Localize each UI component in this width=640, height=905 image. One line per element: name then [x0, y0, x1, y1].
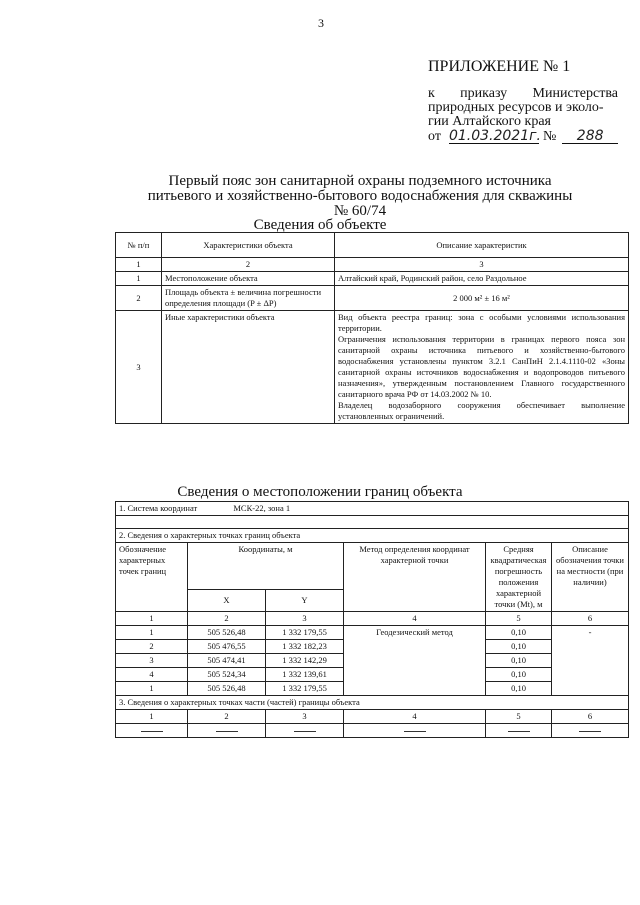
point-x: 505 524,34	[188, 668, 266, 682]
coord-system-label: 1. Система координат	[119, 503, 198, 513]
table-row	[116, 626, 629, 640]
point-method: Геодезический метод	[344, 626, 486, 696]
coord-system-row	[116, 502, 629, 516]
header-characteristic: Характеристики объекта	[162, 233, 335, 258]
order-prikazu: приказу	[460, 86, 508, 101]
point-mt: 0,10	[486, 626, 552, 640]
col-num: 2	[188, 612, 266, 626]
point-y: 1 332 182,23	[266, 640, 344, 654]
appendix-title: ПРИЛОЖЕНИЕ № 1	[428, 58, 571, 75]
desc-paragraph: Ограничения использования территории в границах первого пояса зон санитарной охраны источника питьевого и хозяйственно-бытового водоснабжения установлены пунктом 3.2.1 СанПиН 2.1.4.1110-02 «Зоны санитарной охраны источников водоснабжения и водопроводов питьевого назначения», утвержденным постановлением Главного государственного санитарного врача РФ от 14.03.2002 № 10.	[338, 334, 625, 399]
header-method: Метод определения координат характерной точки	[344, 543, 486, 612]
column-numbers-row	[116, 258, 629, 272]
header-designation: Обозначение характерных точек границ	[116, 543, 188, 612]
point-x: 505 526,48	[188, 682, 266, 696]
header-accuracy: Средняя квадратическая погрешность положения характерной точки (Mt), м	[486, 543, 552, 612]
col-num: 2	[162, 258, 335, 272]
empty-cell	[116, 724, 188, 738]
order-line-2: природных ресурсов и эколо-	[428, 100, 604, 115]
empty-parts-row	[116, 724, 629, 738]
table-row	[116, 272, 629, 286]
table-row	[116, 311, 629, 424]
empty-cell	[266, 724, 344, 738]
col-num: 2	[188, 710, 266, 724]
order-ot-label: от	[428, 129, 441, 144]
point-id: 3	[116, 654, 188, 668]
row-name: Площадь объекта ± величина погрешности определения площади (P ± ΔP)	[162, 286, 335, 311]
row-name: Местоположение объекта	[162, 272, 335, 286]
point-id: 1	[116, 682, 188, 696]
point-x: 505 476,55	[188, 640, 266, 654]
col-num: 3	[335, 258, 629, 272]
order-date-handwritten: 01.03.2021г.	[448, 128, 541, 144]
order-line-1	[428, 87, 618, 101]
col-num: 3	[266, 710, 344, 724]
table-header-row	[116, 543, 629, 590]
header-point-description: Описание обозначения точки на местности (при наличии)	[552, 543, 629, 612]
header-description: Описание характеристик	[335, 233, 629, 258]
section2-heading: Сведения о местоположении границ объекта	[177, 484, 463, 500]
point-id: 2	[116, 640, 188, 654]
col-num: 1	[116, 612, 188, 626]
row-num: 1	[116, 272, 162, 286]
page-number: 3	[318, 16, 324, 30]
empty-cell	[188, 724, 266, 738]
order-k: к	[428, 86, 435, 101]
parts-label-row	[116, 696, 629, 710]
col-num: 4	[344, 710, 486, 724]
header-x: X	[188, 590, 266, 612]
col-num: 1	[116, 258, 162, 272]
parts-label: 3. Сведения о характерных точках части (частей) границы объекта	[116, 696, 629, 710]
dash-mark	[216, 731, 238, 732]
section1-heading: Сведения об объекте	[253, 217, 387, 233]
point-mt: 0,10	[486, 640, 552, 654]
point-mt: 0,10	[486, 654, 552, 668]
point-y: 1 332 139,61	[266, 668, 344, 682]
col-num: 3	[266, 612, 344, 626]
point-id: 4	[116, 668, 188, 682]
dash-mark	[404, 731, 426, 732]
point-mt: 0,10	[486, 682, 552, 696]
boundary-table	[115, 501, 629, 738]
header-num: № п/п	[116, 233, 162, 258]
dash-mark	[141, 731, 163, 732]
order-date-line	[428, 129, 618, 144]
point-y: 1 332 179,55	[266, 626, 344, 640]
header-y: Y	[266, 590, 344, 612]
appendix-order-block	[428, 87, 618, 144]
point-desc: -	[552, 626, 629, 696]
spacer-row	[116, 516, 629, 529]
dash-mark	[508, 731, 530, 732]
col-num: 5	[486, 710, 552, 724]
empty-cell	[552, 724, 629, 738]
row-desc: 2 000 м² ± 16 м²	[335, 286, 629, 311]
dash-mark	[579, 731, 601, 732]
col-num: 6	[552, 612, 629, 626]
point-id: 1	[116, 626, 188, 640]
point-x: 505 474,41	[188, 654, 266, 668]
col-num: 4	[344, 612, 486, 626]
document-title: Первый пояс зон санитарной охраны подземного источника питьевого и хозяйственно-бытового водоснабжения для скважины № 60/74	[147, 173, 573, 219]
order-no-label: №	[542, 129, 557, 144]
column-numbers-row	[116, 710, 629, 724]
coord-system-cell	[116, 502, 629, 516]
row-desc: Алтайский край, Родинский район, село Раздольное	[335, 272, 629, 286]
row-num: 2	[116, 286, 162, 311]
table-row	[116, 286, 629, 311]
col-num: 6	[552, 710, 629, 724]
order-line-3: гии Алтайского края	[428, 114, 551, 129]
point-x: 505 526,48	[188, 626, 266, 640]
row-num: 3	[116, 311, 162, 424]
object-info-table	[115, 232, 629, 424]
col-num: 1	[116, 710, 188, 724]
col-num: 5	[486, 612, 552, 626]
order-ministry: Министерства	[532, 86, 618, 101]
row-desc	[335, 311, 629, 424]
point-y: 1 332 179,55	[266, 682, 344, 696]
point-y: 1 332 142,29	[266, 654, 344, 668]
points-label-row	[116, 529, 629, 543]
row-name: Иные характеристики объекта	[162, 311, 335, 424]
desc-paragraph: Владелец водозаборного сооружения обеспечивает выполнение установленных ограничений.	[338, 400, 625, 421]
spacer-cell	[116, 516, 629, 529]
point-mt: 0,10	[486, 668, 552, 682]
order-number-handwritten: 288	[562, 129, 618, 144]
empty-cell	[486, 724, 552, 738]
coord-system-value: МСК-22, зона 1	[233, 503, 291, 513]
empty-cell	[344, 724, 486, 738]
desc-paragraph: Вид объекта реестра границ: зона с особыми условиями использования территории.	[338, 312, 625, 333]
points-label: 2. Сведения о характерных точках границ объекта	[116, 529, 629, 543]
table-header-row	[116, 233, 629, 258]
column-numbers-row	[116, 612, 629, 626]
dash-mark	[294, 731, 316, 732]
header-coords: Координаты, м	[188, 543, 344, 590]
